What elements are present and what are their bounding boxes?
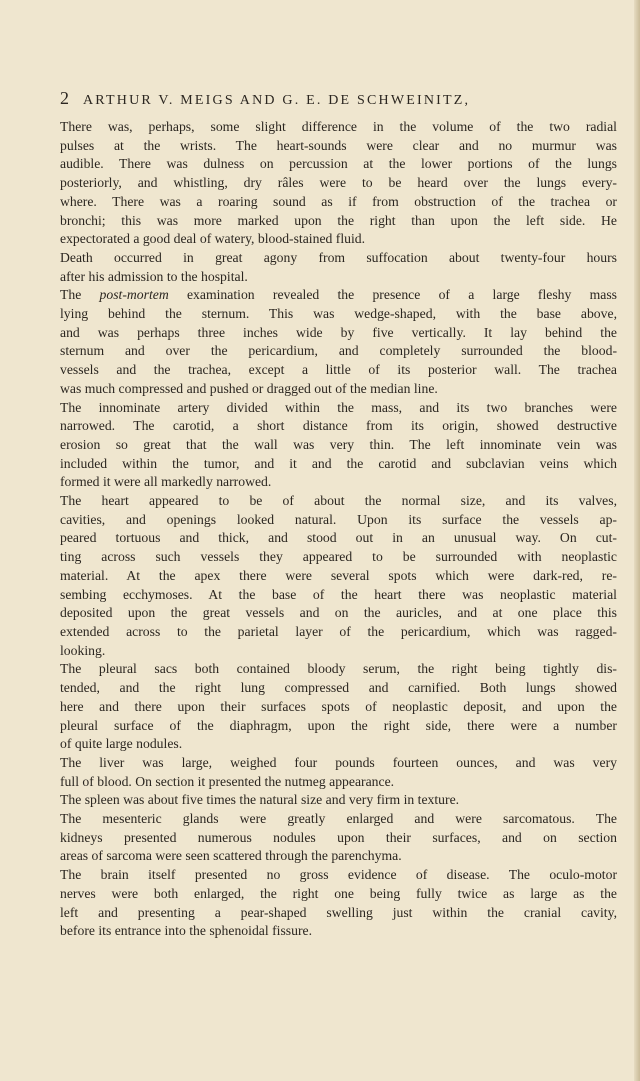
text-line: lying behind the sternum. This was wedge-shaped, with the base above, <box>60 306 617 322</box>
paragraph <box>60 810 617 866</box>
running-title: ARTHUR V. MEIGS AND G. E. DE SCHWEINITZ, <box>83 93 471 108</box>
paragraph <box>60 286 617 398</box>
text-line: The brain itself presented no gross evidence of disease. The oculo-motor <box>60 867 617 883</box>
text-line: posteriorly, and whistling, dry râles were to be heard over the lungs every- <box>60 175 617 191</box>
text-line: areas of sarcoma were seen scattered through the parenchyma. <box>60 848 402 864</box>
text-line: was much compressed and pushed or dragged out of the median line. <box>60 380 438 396</box>
text-line: expectorated a good deal of watery, blood-stained fluid. <box>60 231 366 247</box>
text-line: here and there upon their surfaces spots of neoplastic deposit, and upon the <box>60 698 617 714</box>
text-line: The pleural sacs both contained bloody serum, the right being tightly dis- <box>60 661 617 677</box>
paragraph <box>60 399 617 493</box>
text-line: sternum and over the pericardium, and completely surrounded the blood- <box>60 343 617 359</box>
text-line: full of blood. On section it presented the nutmeg appearance. <box>60 773 395 789</box>
running-header <box>60 88 600 109</box>
text-line: There was, perhaps, some slight difference in the volume of the two radial <box>60 119 617 134</box>
text-line: where. There was a roaring sound as if from obstruction of the trachea or <box>60 193 617 209</box>
text-line: The liver was large, weighed four pounds fourteen ounces, and was very <box>60 754 617 770</box>
paragraph <box>60 754 617 791</box>
paragraph <box>60 492 617 660</box>
text-line: included within the tumor, and it and the carotid and subclavian veins which <box>60 455 617 471</box>
text-line: pleural surface of the diaphragm, upon the right side, there were a number <box>60 717 617 733</box>
paragraph <box>60 660 617 754</box>
body-text <box>60 118 617 941</box>
text-line: sembing ecchymoses. At the base of the heart there was neoplastic material <box>60 586 617 602</box>
text-line: audible. There was dulness on percussion at the lower portions of the lungs <box>60 156 617 172</box>
page-edge-shadow <box>634 0 640 1081</box>
text-line: of quite large nodules. <box>60 736 183 752</box>
text-line: nerves were both enlarged, the right one being fully twice as large as the <box>60 885 617 901</box>
page-number: 2 <box>60 88 69 108</box>
text-line: erosion so great that the wall was very thin. The left innominate vein was <box>60 436 617 452</box>
text-line: extended across to the parietal layer of the pericardium, which was ragged- <box>60 623 617 639</box>
text-line: narrowed. The carotid, a short distance from its origin, showed destructive <box>60 418 617 434</box>
text-line: Death occurred in great agony from suffocation about twenty-four hours <box>60 249 617 265</box>
text-line: vessels and the trachea, except a little of its posterior wall. The trachea <box>60 362 617 378</box>
text-line: cavities, and openings looked natural. Upon its surface the vessels ap- <box>60 511 617 527</box>
text-line: bronchi; this was more marked upon the right than upon the left side. He <box>60 212 617 228</box>
text-line: before its entrance into the sphenoidal fissure. <box>60 923 312 939</box>
text-line: The post-mortem examination revealed the presence of a large fleshy mass <box>60 287 617 303</box>
text-line: left and presenting a pear-shaped swelling just within the cranial cavity, <box>60 904 617 920</box>
text-line: deposited upon the great vessels and on the auricles, and at one place this <box>60 605 617 621</box>
text-line: The innominate artery divided within the mass, and its two branches were <box>60 399 617 415</box>
text-line: tended, and the right lung compressed and carnified. Both lungs showed <box>60 680 617 696</box>
text-line: peared tortuous and thick, and stood out in an unusual way. On cut- <box>60 530 617 546</box>
text-line: kidneys presented numerous nodules upon their surfaces, and on section <box>60 829 617 845</box>
paragraph <box>60 249 617 286</box>
text-line: pulses at the wrists. The heart-sounds were clear and no murmur was <box>60 137 617 153</box>
paragraph <box>60 866 617 941</box>
text-line: The spleen was about five times the natural size and very firm in texture. <box>60 792 460 808</box>
paragraph <box>60 118 617 249</box>
text-line: The heart appeared to be of about the normal size, and its valves, <box>60 493 617 509</box>
text-line: The mesenteric glands were greatly enlarged and were sarcomatous. The <box>60 811 617 827</box>
text-line: after his admission to the hospital. <box>60 268 248 284</box>
paragraph <box>60 791 617 810</box>
text-line: looking. <box>60 642 106 658</box>
text-line: and was perhaps three inches wide by five vertically. It lay behind the <box>60 324 617 340</box>
text-line: ting across such vessels they appeared to be surrounded with neoplastic <box>60 549 617 565</box>
text-line: formed it were all markedly narrowed. <box>60 474 272 490</box>
text-line: material. At the apex there were several spots which were dark-red, re- <box>60 567 617 583</box>
